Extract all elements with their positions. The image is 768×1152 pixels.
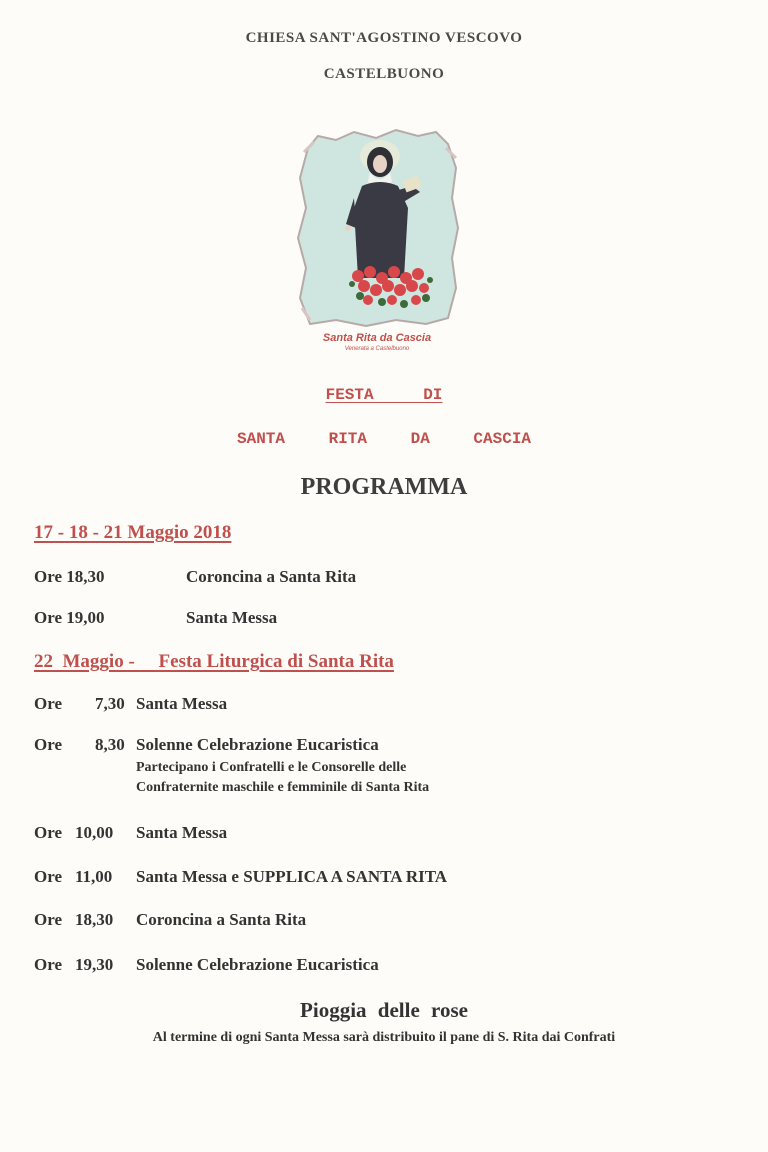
section-1-time-2: Ore 19,00 [34,608,105,627]
section-2-time-1: 7,30 [95,694,125,713]
section-1-desc-1: Coroncina a Santa Rita [186,567,357,586]
section-1-desc-2: Santa Messa [186,608,278,627]
image-caption: Santa Rita da Cascia [322,332,432,344]
section-2-label-5: Ore [34,910,63,929]
section-2-label-6: Ore [34,955,63,974]
section-2-title: 22 Maggio - Festa Liturgica di Santa Rita [34,651,394,672]
section-2-desc-6: Solenne Celebrazione Eucaristica [136,955,379,974]
santa-rita-image [296,128,466,358]
town-name: CASTELBUONO [323,66,445,82]
section-2-label-3: Ore [34,823,63,842]
section-1-time-1: Ore 18,30 [34,567,105,586]
festa-line-2: SANTA RITA DA CASCIA [236,430,532,448]
confraternite-note-1: Partecipano i Confratelli e le Consorelle delle [136,760,407,775]
section-2-desc-3: Santa Messa [136,823,228,842]
programma-title: PROGRAMMA [300,474,468,500]
section-2-desc-5: Coroncina a Santa Rita [136,910,307,929]
rose-text: Al termine di ogni Santa Messa sarà distribuito il pane di S. Rita dai Confrati [152,1030,616,1045]
section-2-time-6: 19,30 [75,955,114,974]
section-2-time-4: 11,00 [75,867,113,886]
section-2-time-3: 10,00 [75,823,114,842]
section-2-desc-1: Santa Messa [136,694,228,713]
saint-picture [296,128,466,333]
section-2-time-2: 8,30 [95,735,125,754]
section-1-title: 17 - 18 - 21 Maggio 2018 [34,522,232,543]
festa-line-1: FESTA DI [325,386,443,404]
section-2-desc-4: Santa Messa e SUPPLICA A SANTA RITA [136,867,448,886]
section-2-label-4: Ore [34,867,63,886]
section-2-desc-2: Solenne Celebrazione Eucaristica [136,735,379,754]
section-2-label-2: Ore [34,735,63,754]
section-2-time-5: 18,30 [75,910,114,929]
church-name: CHIESA SANT'AGOSTINO VESCOVO [245,30,523,46]
section-2-label-1: Ore [34,694,63,713]
image-caption-sub: Venerata a Castelbuono [344,346,410,352]
confraternite-note-2: Confraternite maschile e femminile di Santa Rita [136,780,430,795]
rose-title: Pioggia delle rose [300,998,468,1022]
